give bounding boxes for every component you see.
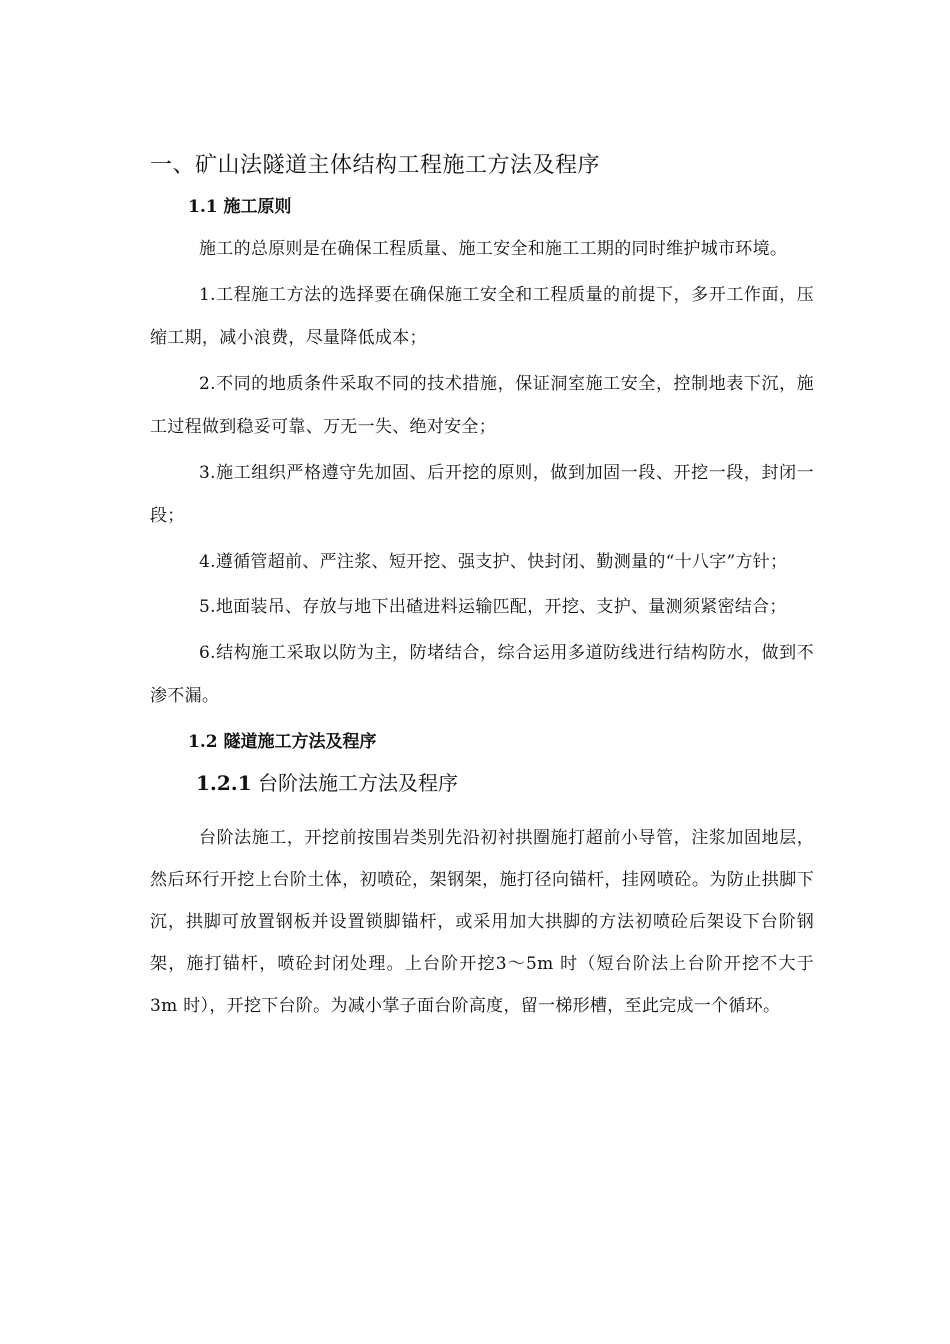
principle-item-2: 2.不同的地质条件采取不同的技术措施，保证洞室施工安全，控制地表下沉，施工过程做到稳妥可靠、万无一失、绝对安全； <box>150 373 814 437</box>
subsubsection-title-1-2-1 <box>196 763 814 803</box>
document-body <box>150 146 814 1027</box>
paragraph-intro: 施工的总原则是在确保工程质量、施工安全和施工工期的同时维护城市环境。 <box>199 239 788 259</box>
principle-item-4: 4.遵循管超前、严注浆、短开挖、强支护、快封闭、勤测量的“十八字”方针； <box>199 551 788 572</box>
subsection-title-1-2: 1.2 隧道施工方法及程序 <box>188 731 377 752</box>
principle-item-6: 6.结构施工采取以防为主，防堵结合，综合运用多道防线进行结构防水，做到不渗不漏。 <box>150 642 814 706</box>
section-title: 一、矿山法隧道主体结构工程施工方法及程序 <box>150 153 601 178</box>
subsubsection-number: 1.2.1 <box>196 770 252 795</box>
principle-item-1: 1.工程施工方法的选择要在确保施工安全和工程质量的前提下，多开工作面，压缩工期，减小浪费，尽量降低成本； <box>150 284 814 348</box>
principle-item-3: 3.施工组织严格遵守先加固、后开挖的原则，做到加固一段、开挖一段，封闭一段； <box>150 462 814 526</box>
paragraph-bench-method: 台阶法施工，开挖前按围岩类别先沿初衬拱圈施打超前小导管，注浆加固地层，然后环行开挖上台阶土体，初喷砼，架钢架，施打径向锚杆，挂网喷砼。为防止拱脚下沉，拱脚可放置钢板并设置锁脚锚杆，或采用加大拱脚的方法初喷砼后架设下台阶钢架，施打锚杆，喷砼封闭处理。上台阶开挖3～5m 时（短台阶法上台阶开挖不大于 3m 时），开挖下台阶。为减小掌子面台阶高度，留一梯形槽，至此完成一个循环。 <box>150 827 814 1016</box>
subsubsection-label: 台阶法施工方法及程序 <box>258 770 459 795</box>
principle-item-5: 5.地面装吊、存放与地下出碴进料运输匹配，开挖、支护、量测须紧密结合； <box>199 597 787 617</box>
subsection-title-1-1: 1.1 施工原则 <box>188 197 292 217</box>
